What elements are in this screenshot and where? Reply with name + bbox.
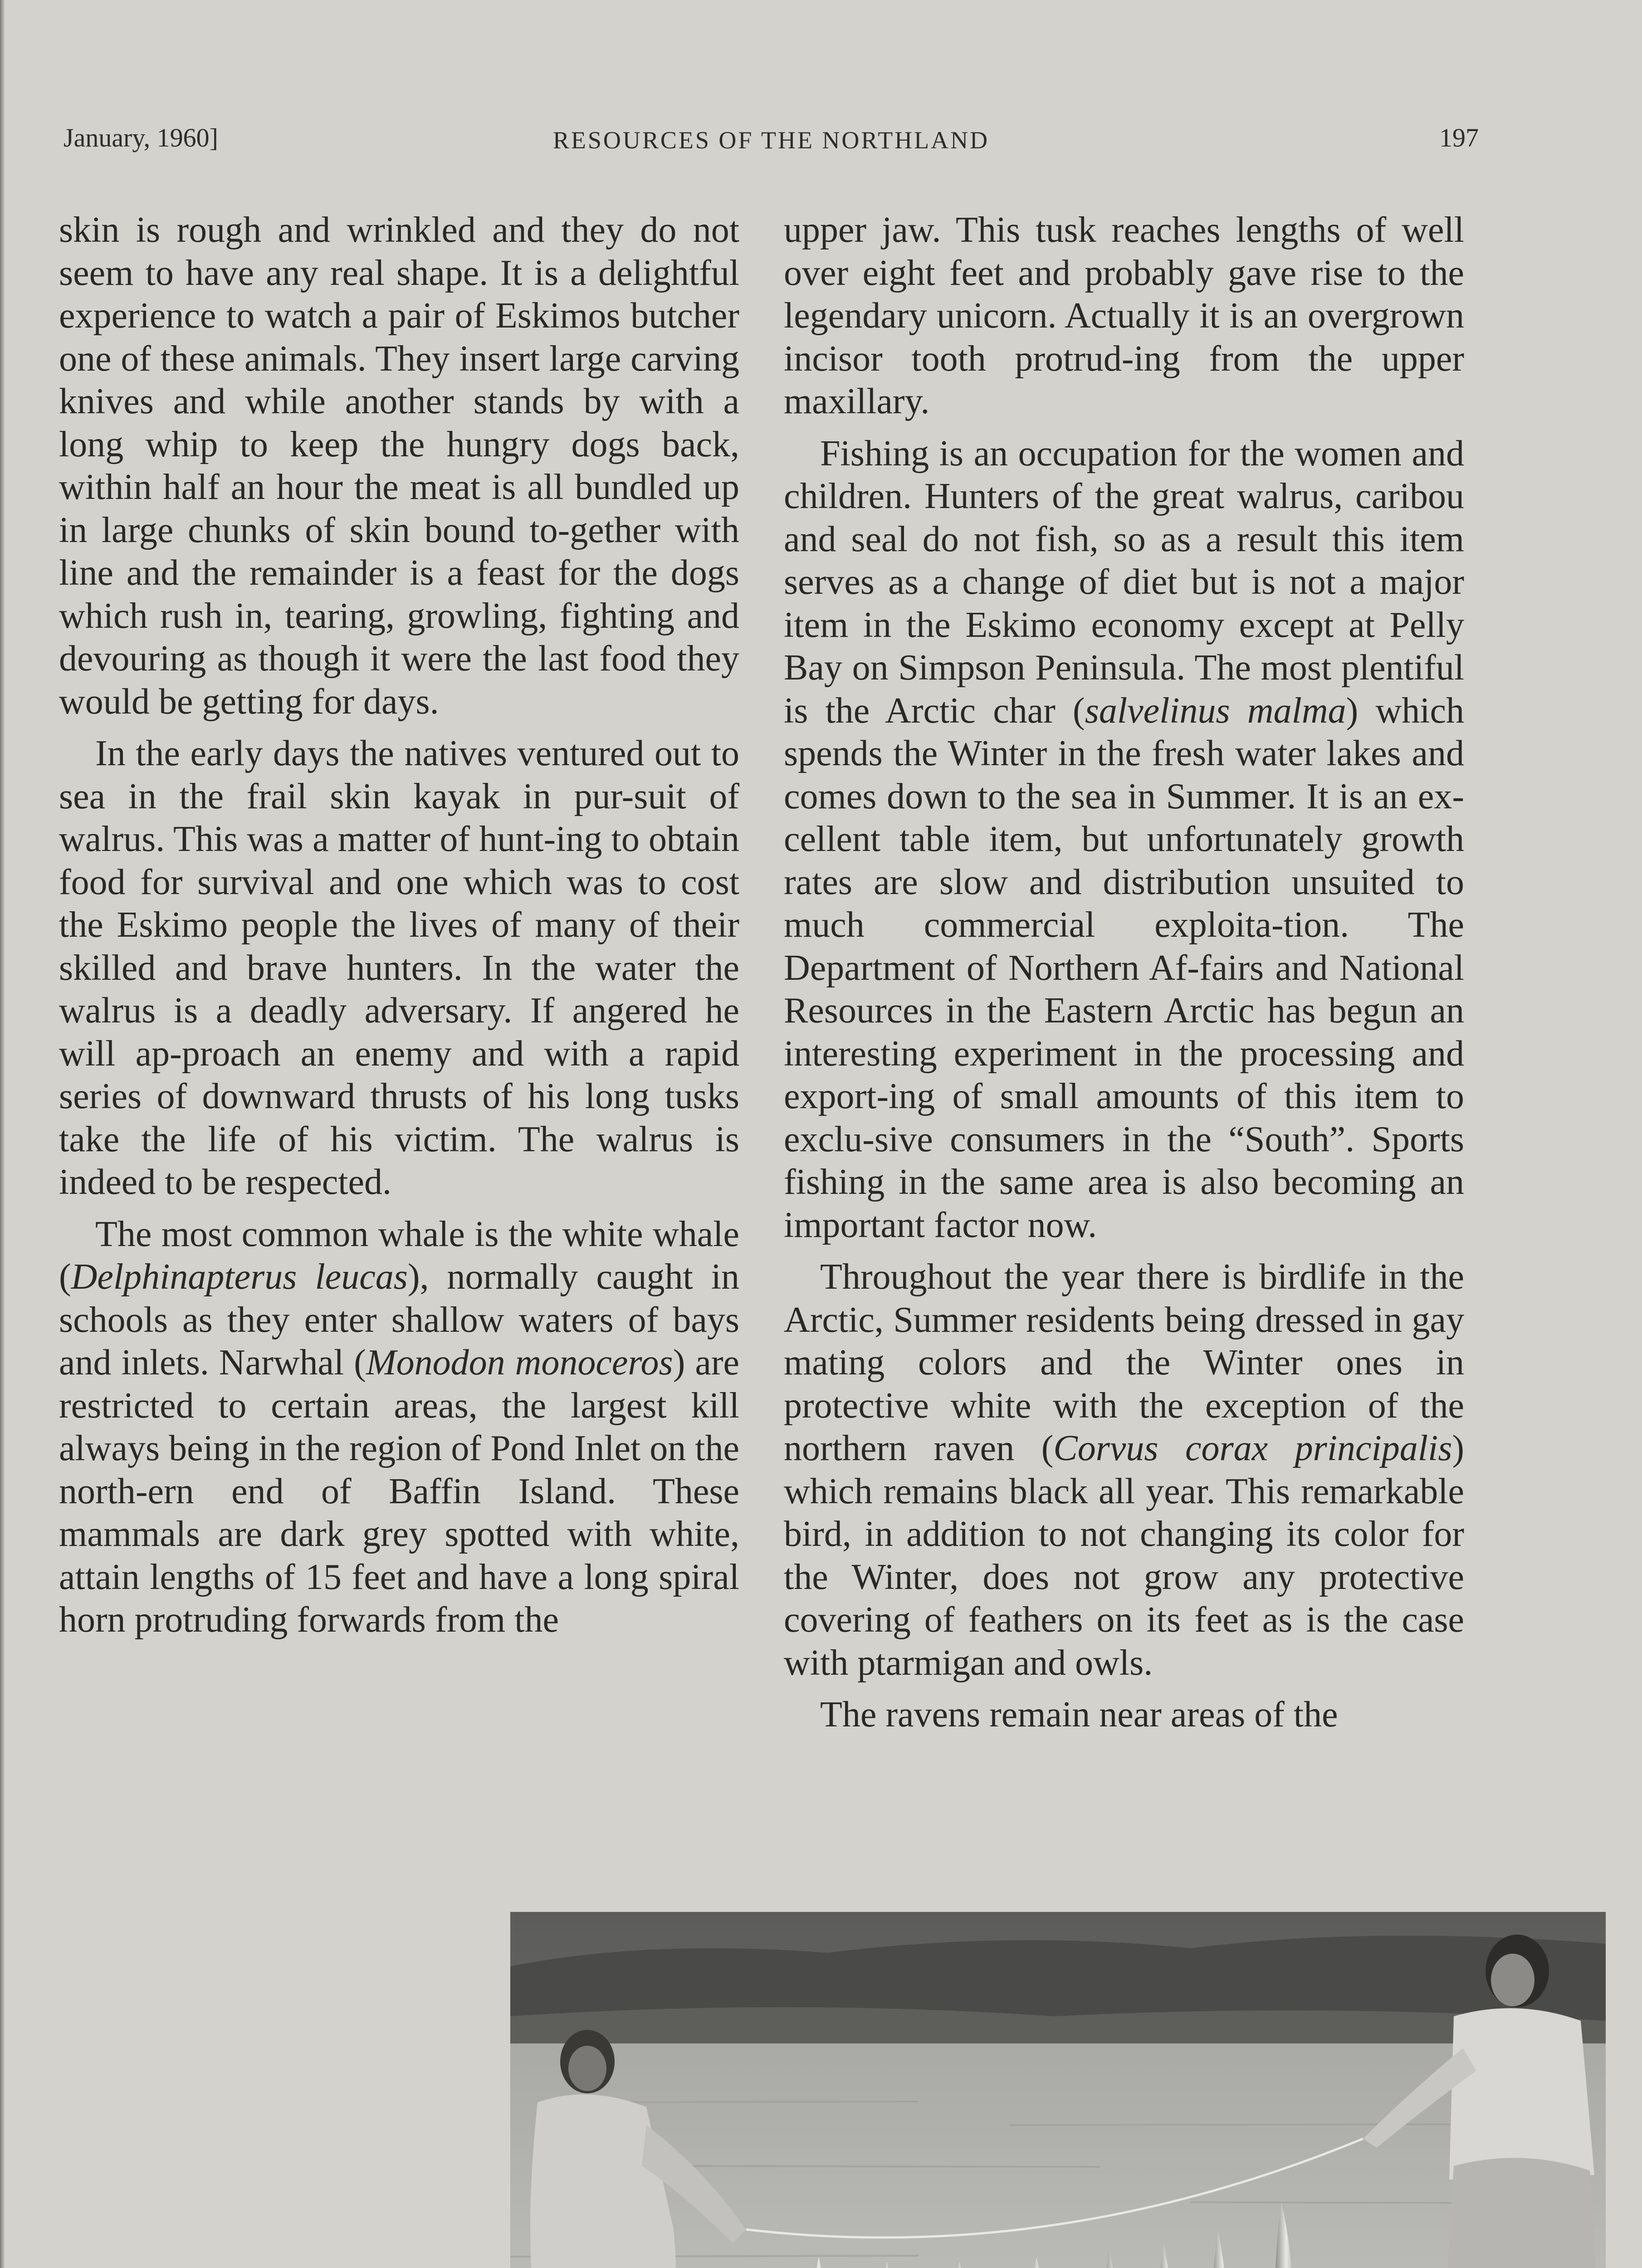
scientific-name-arctic-char: salvelinus malma: [1085, 690, 1346, 731]
right-p3-text-a: Throughout the year there is birdlife in the Arctic, Summer residents being dressed in gay mating colors and the Winter ones in protective white with the exception of the northern raven (: [784, 1257, 1464, 1468]
page-number: 197: [1439, 123, 1479, 152]
left-column: [59, 209, 739, 1642]
right-p2-text-b: ) which spends the Winter in the fresh water lakes and comes down to the sea in Summer. It is an ex-cellent table item, but unfortunately growth rates are slow and distribution unsuited to much commercial exploita-tion. The Department of Northern Af-fairs and National Resources in the Eastern Arctic has begun an interesting experiment in the processing and export-ing of small amounts of this item to exclu-sive consumers in the “South”. Sports fishing in the same area is also becoming an important factor now.: [784, 690, 1465, 1245]
right-paragraph-1: upper jaw. This tusk reaches lengths of well over eight feet and probably gave rise to the legendary unicorn. Actually it is an overgrown incisor tooth protrud-ing from the upper maxillary.: [784, 210, 1464, 421]
right-column: [784, 209, 1464, 1736]
left-p3-text-b: ), normally caught in schools as they enter shallow waters of bays and inlets. Narwhal (: [59, 1257, 739, 1383]
scientific-name-raven: Corvus corax principalis: [1053, 1428, 1452, 1468]
left-paragraph-3: [59, 1213, 739, 1642]
scientific-name-narwhal: Monodon monoceros: [366, 1343, 673, 1383]
left-paragraph-1: skin is rough and wrinkled and they do not seem to have any real shape. It is a delightful experience to watch a pair of Eskimos butcher one of these animals. They insert large carving knives and while another stands by with a long whip to keep the hungry dogs back, within half an hour the meat is all bundled up in large chunks of skin bound to-gether with line and the remainder is a feast for the dogs which rush in, tearing, growling, fighting and devouring as though it were the last food they would be getting for days.: [59, 210, 739, 722]
left-p3-text-a: The most common whale is the white whale (: [59, 1214, 739, 1297]
left-p3-text-c: ) are restricted to certain areas, the largest kill always being in the region of Pond Inlet on the north-ern end of Baffin Island. These mammals are dark grey spotted with white, attain lengths of 15 feet and have a long spiral horn protruding forwards from the: [59, 1343, 739, 1640]
header-date: January, 1960]: [64, 123, 218, 152]
right-paragraph-2: [784, 432, 1464, 1247]
arctic-char-photo: [510, 1912, 1606, 2268]
left-paragraph-2: In the early days the natives ventured out to sea in the frail skin kayak in pur-suit of walrus. This was a matter of hunt-ing to obtain food for survival and one which was to cost the Eskimo people the lives of many of their skilled and brave hunters. In the water the walrus is a deadly adversary. If angered he will ap-proach an enemy and with a rapid series of downward thrusts of his long tusks take the life of his victim. The walrus is indeed to be respected.: [59, 733, 739, 1202]
photo-illustration: [510, 1912, 1606, 2268]
page-binding-edge: [0, 0, 5, 2268]
running-header: [64, 122, 1479, 159]
right-p2-text-a: Fishing is an occupation for the women and children. Hunters of the great walrus, caribou and seal do not fish, so as a result this item serves as a change of diet but is not a major item in the Eskimo economy except at Pelly Bay on Simpson Peninsula. The most plentiful is the Arctic char (: [784, 433, 1464, 731]
header-title: RESOURCES OF THE NORTHLAND: [552, 127, 990, 154]
scientific-name-white-whale: Delphinapterus leucas: [71, 1257, 408, 1297]
right-paragraph-4: The ravens remain near areas of the: [820, 1695, 1338, 1735]
right-p3-text-b: ) which remains black all year. This remarkable bird, in addition to not changing its color for the Winter, does not grow any protective covering of feathers on its feet as is the case with ptarmigan and owls.: [784, 1428, 1464, 1683]
right-paragraph-3: [784, 1256, 1464, 1684]
